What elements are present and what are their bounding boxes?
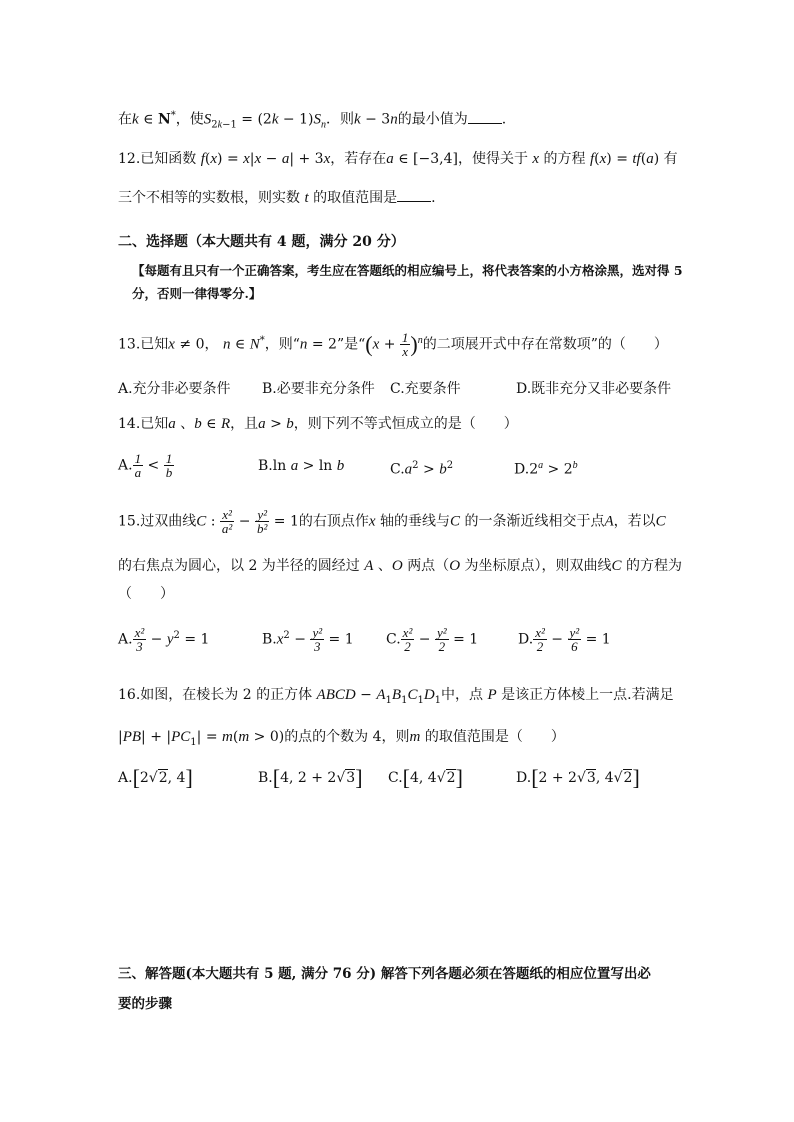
q16-option-a[interactable]: A.[2√2, 4] xyxy=(118,765,193,790)
section3-title-line2: 要的步骤 xyxy=(118,996,172,1012)
option-label: B. xyxy=(258,770,273,786)
q11-text: ．则 xyxy=(325,111,354,128)
q12-text: 有 xyxy=(663,151,678,167)
q12-text: 三个不相等的实数根，则实数 xyxy=(118,190,300,206)
q12-text: . xyxy=(431,190,436,206)
q15-text: 两点（ xyxy=(407,558,450,574)
q12-text: ，使得关于 xyxy=(457,151,528,167)
q15-text: 轴的垂线与 xyxy=(380,513,451,530)
q13-option-c[interactable]: C.充要条件 xyxy=(390,381,461,397)
option-label: C. xyxy=(388,770,403,786)
q15-text: 的方程为 xyxy=(625,558,682,574)
q13-option-d[interactable]: D.既非充分又非必要条件 xyxy=(516,381,672,397)
q16-text: 如图，在棱长为 2 的正方体 xyxy=(140,687,313,703)
q16-option-b[interactable]: B.[4, 2 + 2√3] xyxy=(258,765,363,790)
q14-text: 已知 xyxy=(140,416,169,432)
q15-stem-line2: 的右焦点为圆心，以 2 为半径的圆经过 A 、O 两点（O 为坐标原点），则双曲线C 的方程为 xyxy=(118,558,682,574)
q16-text: 是该正方体棱上一点.若满足 xyxy=(501,687,674,703)
q13-option-b[interactable]: B.必要非充分条件 xyxy=(262,381,375,397)
q13-stem: 13.已知x ≠ 0， n ∈ N*，则“n = 2”是“(x + $\frac{1}{x}$ )$^n$的二项展开式中存在常数项”的（ ） xyxy=(118,330,668,360)
q13-text: ”是“ xyxy=(336,336,366,353)
question-number: 15. xyxy=(118,513,141,530)
q12-text: 的方程 xyxy=(543,151,586,167)
q14-text: ，且 xyxy=(230,416,259,432)
q11-text: 在 xyxy=(118,111,132,128)
q15-text: 过双曲线 xyxy=(140,513,197,530)
answer-blank[interactable] xyxy=(468,111,502,124)
option-label: B. xyxy=(262,631,277,648)
q12-text: 已知函数 xyxy=(140,151,197,167)
q16-option-c[interactable]: C.[4, 4√2] xyxy=(388,765,463,790)
section2-note-line2: 分，否则一律得零分.】 xyxy=(132,286,262,301)
option-label: D. xyxy=(514,461,530,478)
q14-option-c[interactable]: $C.a^2 > b^2$ xyxy=(390,460,454,478)
q13-text: 已知 xyxy=(140,336,169,353)
q14-text: ，则下列不等式恒成立的是（ ） xyxy=(293,416,518,432)
q15-stem-line3: （ ） xyxy=(118,586,174,602)
q15-text: ，若以 xyxy=(613,513,656,530)
q16-text: 的取值范围是（ ） xyxy=(424,729,565,745)
q11-text: . xyxy=(501,111,507,128)
option-label: A. xyxy=(118,457,133,474)
q11-tail-line: 在k ∈ N*，使$S_{2k-1} = (2k - 1)S_n$．则k − 3n的最小值为 . xyxy=(118,110,507,131)
section3-title-line1: 三、解答题(本大题共有 5 题, 满分 76 分) 解答下列各题必须在答题纸的相应位置写出必 xyxy=(118,966,651,982)
q16-option-d[interactable]: D.[2 + 2√3, 4√2] xyxy=(516,765,640,790)
option-label: D. xyxy=(516,770,532,786)
question-number: 14. xyxy=(118,416,141,432)
q15-option-a[interactable]: A. $\frac{\text{x²}}{3}$ − $y^2 = 1$ xyxy=(118,625,210,655)
option-label: B. xyxy=(258,458,273,474)
option-label: A. xyxy=(118,631,133,648)
q15-text: 为坐标原点），则双曲线 xyxy=(464,558,612,574)
q15-text: 的一条渐近线相交于点 xyxy=(464,513,605,530)
q12-text: 的取值范围是 xyxy=(313,190,398,206)
q16-text: 的点的个数为 4，则 xyxy=(284,729,410,745)
section2-note-line1: 【每题有且只有一个正确答案，考生应在答题纸的相应编号上，将代表答案的小方格涂黑，选对得 5 xyxy=(132,263,683,278)
section2-title: 二、选择题（本大题共有 4 题，满分 20 分） xyxy=(118,234,405,250)
q13-text: ， xyxy=(204,336,219,353)
q14-stem: 14.已知a 、b ∈ R，且a > b，则下列不等式恒成立的是（ ） xyxy=(118,416,518,432)
option-label: C. xyxy=(386,631,401,648)
q13-text: 的二项展开式中存在常数项”的（ ） xyxy=(422,336,668,353)
question-number: 13. xyxy=(118,336,141,353)
option-label: C. xyxy=(390,461,405,478)
option-label: A. xyxy=(118,770,133,786)
q12-line2: 三个不相等的实数根，则实数 t 的取值范围是 . xyxy=(118,190,436,206)
q14-option-d[interactable]: $D.2^a > 2^b$ xyxy=(514,460,578,478)
q15-option-b[interactable]: $B.x^2$ − $\frac{\text{y²}}{3}$ = 1 xyxy=(262,625,354,655)
q13-option-a[interactable]: A.充分非必要条件 xyxy=(118,381,231,397)
q15-text: 、 xyxy=(377,558,392,574)
option-label: D. xyxy=(518,631,534,648)
q16-text: 中，点 xyxy=(441,687,484,703)
q12-text: ，若存在 xyxy=(330,151,387,167)
q11-text: ，使 xyxy=(175,111,204,128)
answer-blank[interactable] xyxy=(397,189,431,202)
q16-stem-line2: $|PB| + |PC_1| = m(m > 0)$的点的个数为 4，则m 的取值范围是（ ） xyxy=(118,729,565,748)
q15-stem-line1: 15.过双曲线C : $\frac{\text{x²}}{\text{a²}}$ − $\frac{\text{y²}}{\text{b²}}$ = 1的右顶点作x 轴的垂线与C 的一条渐近线相交于点A，若以C xyxy=(118,507,666,536)
q14-option-b[interactable]: B.ln a > ln b xyxy=(258,458,345,474)
q15-option-d[interactable]: D. $\frac{\text{x²}}{2}$ − $\frac{\text{y²}}{6}$ = 1 xyxy=(518,625,611,654)
question-number: 16. xyxy=(118,687,141,703)
q15-text: 的右顶点作 xyxy=(298,513,369,530)
q15-option-c[interactable]: C. $\frac{\text{x²}}{2}$ − $\frac{\text{y²}}{2}$ = 1 xyxy=(386,625,479,654)
q13-text: ，则“ xyxy=(264,336,300,353)
q14-option-a[interactable]: A. $\frac{1}{a}$ < $\frac{1}{b}$ xyxy=(118,451,173,480)
q15-text: 的右焦点为圆心，以 2 为半径的圆经过 xyxy=(118,558,360,574)
q14-text: 、 xyxy=(180,416,195,432)
q16-stem-line1: 16.如图，在棱长为 2 的正方体 ABCD − $A_1B_1C_1D_1$中，点 P 是该正方体棱上一点.若满足 xyxy=(118,687,674,706)
question-number: 12. xyxy=(118,151,141,167)
q11-text: 的最小值为 xyxy=(397,111,468,128)
q12-line1: 12.已知函数 f(x) = x|x − a| + 3x，若存在a ∈ [−3,4]，使得关于 x 的方程 f(x) = tf(a) 有 xyxy=(118,151,678,167)
